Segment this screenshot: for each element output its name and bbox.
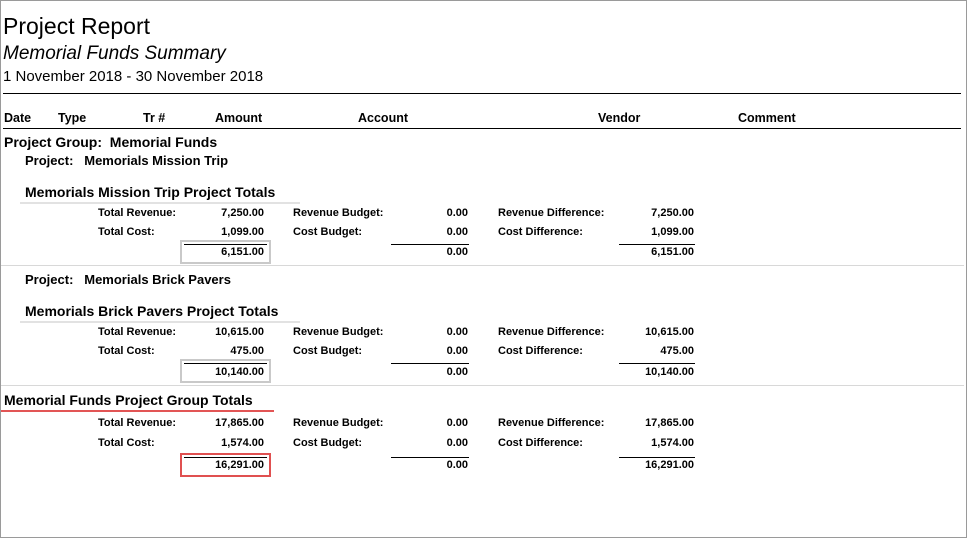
difference-net-underline bbox=[619, 363, 695, 364]
col-type: Type bbox=[58, 111, 87, 125]
project-name: Memorials Mission Trip bbox=[84, 153, 229, 168]
cost-difference-value: 475.00 bbox=[660, 345, 694, 357]
project-totals-title: Memorials Brick Pavers Project Totals bbox=[25, 303, 279, 319]
col-amount: Amount bbox=[215, 111, 263, 125]
col-date: Date bbox=[4, 111, 32, 125]
project-label: Project: bbox=[25, 272, 74, 287]
revenue-budget-value: 0.00 bbox=[446, 207, 468, 219]
column-header-rule bbox=[3, 128, 961, 129]
revenue-budget-value: 0.00 bbox=[446, 417, 468, 429]
group-net-value: 16,291.00 bbox=[215, 459, 264, 471]
difference-net-value: 16,291.00 bbox=[645, 459, 694, 471]
net-underline bbox=[184, 363, 267, 364]
cost-difference-value: 1,099.00 bbox=[651, 226, 694, 238]
total-cost-label: Total Cost: bbox=[98, 226, 155, 238]
project-totals-title: Memorials Mission Trip Project Totals bbox=[25, 184, 276, 200]
net-value: 10,140.00 bbox=[215, 366, 264, 378]
total-cost-value: 475.00 bbox=[230, 345, 264, 357]
net-underline bbox=[184, 244, 267, 245]
project-group-label: Project Group: bbox=[4, 134, 103, 150]
cost-difference-value: 1,574.00 bbox=[651, 437, 694, 449]
project-heading bbox=[25, 153, 228, 168]
revenue-budget-label: Revenue Budget: bbox=[293, 326, 384, 338]
cost-difference-label: Cost Difference: bbox=[498, 437, 583, 449]
header-rule bbox=[3, 93, 961, 94]
budget-net-underline bbox=[391, 363, 469, 364]
budget-net-underline bbox=[391, 457, 469, 458]
net-value: 6,151.00 bbox=[221, 246, 264, 258]
difference-net-value: 10,140.00 bbox=[645, 366, 694, 378]
total-revenue-label: Total Revenue: bbox=[98, 417, 177, 429]
col-account: Account bbox=[358, 111, 408, 125]
project-group-heading bbox=[4, 134, 217, 150]
budget-net-value: 0.00 bbox=[446, 459, 468, 471]
project-label: Project: bbox=[25, 153, 74, 168]
net-underline bbox=[184, 457, 267, 458]
section-separator bbox=[1, 265, 964, 266]
total-cost-value: 1,099.00 bbox=[221, 226, 264, 238]
totals-title-underline bbox=[20, 321, 300, 323]
col-comment: Comment bbox=[738, 111, 796, 125]
total-revenue-value: 17,865.00 bbox=[215, 417, 264, 429]
cost-budget-label: Cost Budget: bbox=[293, 226, 363, 238]
difference-net-underline bbox=[619, 244, 695, 245]
revenue-difference-value: 10,615.00 bbox=[645, 326, 694, 338]
section-separator bbox=[1, 385, 964, 386]
cost-budget-value: 0.00 bbox=[446, 437, 468, 449]
budget-net-value: 0.00 bbox=[446, 246, 468, 258]
group-totals-title: Memorial Funds Project Group Totals bbox=[4, 392, 253, 408]
group-totals-underline bbox=[1, 410, 274, 412]
total-cost-value: 1,574.00 bbox=[221, 437, 264, 449]
totals-title-underline bbox=[20, 202, 300, 204]
budget-net-underline bbox=[391, 244, 469, 245]
revenue-budget-value: 0.00 bbox=[446, 326, 468, 338]
report-date-range: 1 November 2018 - 30 November 2018 bbox=[3, 68, 264, 85]
revenue-difference-label: Revenue Difference: bbox=[498, 326, 605, 338]
revenue-budget-label: Revenue Budget: bbox=[293, 207, 384, 219]
total-revenue-value: 7,250.00 bbox=[221, 207, 264, 219]
revenue-difference-label: Revenue Difference: bbox=[498, 417, 605, 429]
total-revenue-label: Total Revenue: bbox=[98, 207, 177, 219]
cost-budget-value: 0.00 bbox=[446, 226, 468, 238]
revenue-budget-label: Revenue Budget: bbox=[293, 417, 384, 429]
col-vendor: Vendor bbox=[598, 111, 641, 125]
project-heading bbox=[25, 272, 231, 287]
difference-net-underline bbox=[619, 457, 695, 458]
cost-difference-label: Cost Difference: bbox=[498, 226, 583, 238]
cost-budget-value: 0.00 bbox=[446, 345, 468, 357]
revenue-difference-value: 7,250.00 bbox=[651, 207, 694, 219]
revenue-difference-label: Revenue Difference: bbox=[498, 207, 605, 219]
total-revenue-label: Total Revenue: bbox=[98, 326, 177, 338]
project-name: Memorials Brick Pavers bbox=[84, 272, 231, 287]
budget-net-value: 0.00 bbox=[446, 366, 468, 378]
cost-budget-label: Cost Budget: bbox=[293, 437, 363, 449]
report-title: Project Report bbox=[3, 13, 151, 39]
col-tr: Tr # bbox=[143, 111, 166, 125]
revenue-difference-value: 17,865.00 bbox=[645, 417, 694, 429]
difference-net-value: 6,151.00 bbox=[651, 246, 694, 258]
report-subtitle: Memorial Funds Summary bbox=[3, 43, 226, 64]
cost-budget-label: Cost Budget: bbox=[293, 345, 363, 357]
total-revenue-value: 10,615.00 bbox=[215, 326, 264, 338]
project-group-name: Memorial Funds bbox=[109, 134, 218, 150]
cost-difference-label: Cost Difference: bbox=[498, 345, 583, 357]
total-cost-label: Total Cost: bbox=[98, 437, 155, 449]
total-cost-label: Total Cost: bbox=[98, 345, 155, 357]
